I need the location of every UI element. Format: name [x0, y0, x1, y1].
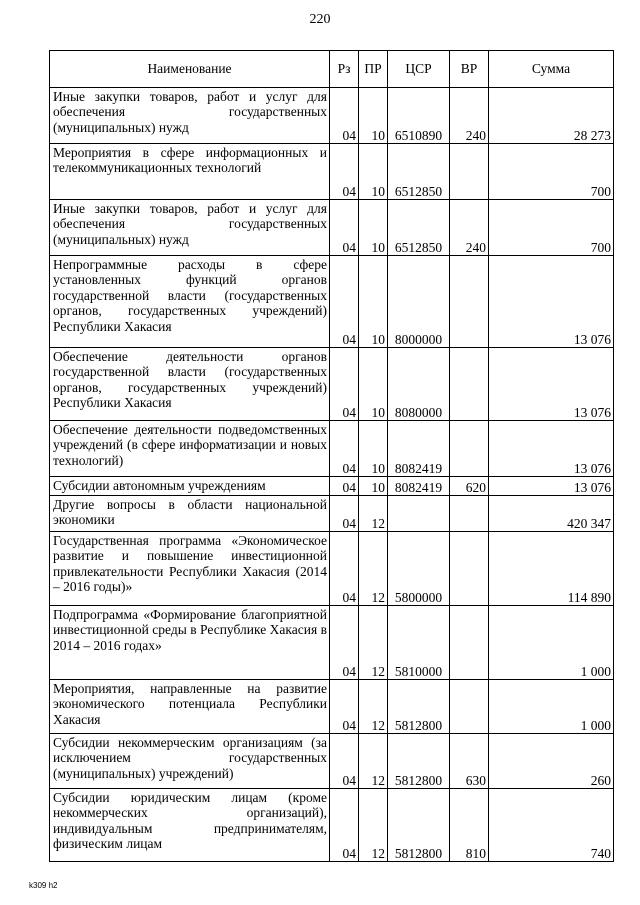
row-sum: 13 076 [489, 421, 614, 477]
row-rz: 04 [330, 606, 359, 680]
row-name: Другие вопросы в области национальной экономики [50, 496, 330, 532]
row-rz: 04 [330, 789, 359, 862]
row-pr: 12 [359, 680, 388, 734]
row-vr: 630 [450, 734, 489, 789]
row-sum: 13 076 [489, 348, 614, 421]
header-csr: ЦСР [388, 51, 450, 88]
table-row [50, 532, 614, 606]
row-csr: 8082419 [388, 421, 450, 477]
row-name: Обеспечение деятельности подведомственных учреждений (в сфере информатизации и новых технологий) [50, 421, 330, 477]
row-csr: 8080000 [388, 348, 450, 421]
table-row [50, 734, 614, 789]
row-vr [450, 144, 489, 200]
row-vr [450, 348, 489, 421]
row-vr: 240 [450, 200, 489, 256]
row-name: Иные закупки товаров, работ и услуг для обеспечения государственных (муниципальных) нужд [50, 88, 330, 144]
row-csr: 6510890 [388, 88, 450, 144]
row-pr: 12 [359, 734, 388, 789]
row-sum: 1 000 [489, 606, 614, 680]
row-pr: 10 [359, 421, 388, 477]
row-sum: 13 076 [489, 477, 614, 496]
table-row [50, 348, 614, 421]
budget-table [49, 50, 614, 862]
row-sum: 260 [489, 734, 614, 789]
row-pr: 12 [359, 789, 388, 862]
table-row [50, 200, 614, 256]
row-vr [450, 496, 489, 532]
row-sum: 700 [489, 144, 614, 200]
row-csr: 8000000 [388, 256, 450, 348]
table-row [50, 477, 614, 496]
row-rz: 04 [330, 680, 359, 734]
row-rz: 04 [330, 421, 359, 477]
row-pr: 12 [359, 606, 388, 680]
row-pr: 10 [359, 200, 388, 256]
row-csr: 5810000 [388, 606, 450, 680]
row-pr: 10 [359, 88, 388, 144]
row-pr: 10 [359, 144, 388, 200]
row-sum: 28 273 [489, 88, 614, 144]
row-vr: 240 [450, 88, 489, 144]
row-rz: 04 [330, 256, 359, 348]
header-sum: Сумма [489, 51, 614, 88]
row-vr [450, 421, 489, 477]
row-rz: 04 [330, 734, 359, 789]
row-name: Мероприятия в сфере информационных и телекоммуникационных технологий [50, 144, 330, 200]
row-rz: 04 [330, 88, 359, 144]
row-vr: 620 [450, 477, 489, 496]
row-rz: 04 [330, 477, 359, 496]
row-name: Непрограммные расходы в сфере установленных функций органов государственной власти (государственных органов, государственных учреждений) Республики Хакасия [50, 256, 330, 348]
row-csr [388, 496, 450, 532]
row-vr [450, 256, 489, 348]
row-sum: 700 [489, 200, 614, 256]
header-pr: ПР [359, 51, 388, 88]
row-pr: 12 [359, 532, 388, 606]
table-row [50, 421, 614, 477]
row-pr: 10 [359, 348, 388, 421]
row-name: Государственная программа «Экономическое развитие и повышение инвестиционной привлекательности Республики Хакасия (2014 – 2016 годы)» [50, 532, 330, 606]
row-csr: 5812800 [388, 734, 450, 789]
row-name: Обеспечение деятельности органов государственной власти (государственных органов, государственных учреждений) Республики Хакасия [50, 348, 330, 421]
table-row [50, 496, 614, 532]
row-name: Субсидии юридическим лицам (кроме некоммерческих организаций), индивидуальным предпринимателям, физическим лицам [50, 789, 330, 862]
header-name: Наименование [50, 51, 330, 88]
header-vr: ВР [450, 51, 489, 88]
row-pr: 12 [359, 496, 388, 532]
row-vr [450, 680, 489, 734]
table-row [50, 144, 614, 200]
row-csr: 6512850 [388, 200, 450, 256]
table-row [50, 256, 614, 348]
row-name: Иные закупки товаров, работ и услуг для обеспечения государственных (муниципальных) нужд [50, 200, 330, 256]
row-rz: 04 [330, 348, 359, 421]
row-csr: 8082419 [388, 477, 450, 496]
row-rz: 04 [330, 496, 359, 532]
row-name: Субсидии некоммерческим организациям (за исключением государственных (муниципальных) учреждений) [50, 734, 330, 789]
row-sum: 114 890 [489, 532, 614, 606]
row-rz: 04 [330, 200, 359, 256]
row-sum: 1 000 [489, 680, 614, 734]
document-footer-code: k309 h2 [29, 881, 58, 890]
row-vr: 810 [450, 789, 489, 862]
header-rz: Рз [330, 51, 359, 88]
table-row [50, 606, 614, 680]
row-rz: 04 [330, 532, 359, 606]
row-sum: 420 347 [489, 496, 614, 532]
row-pr: 10 [359, 477, 388, 496]
row-csr: 6512850 [388, 144, 450, 200]
row-vr [450, 606, 489, 680]
row-rz: 04 [330, 144, 359, 200]
row-name: Мероприятия, направленные на развитие экономического потенциала Республики Хакасия [50, 680, 330, 734]
table-header-row [50, 51, 614, 88]
row-name: Подпрограмма «Формирование благоприятной инвестиционной среды в Республике Хакасия в 2014 – 2016 годах» [50, 606, 330, 680]
row-csr: 5812800 [388, 789, 450, 862]
row-csr: 5800000 [388, 532, 450, 606]
page-number: 220 [309, 12, 331, 27]
row-name: Субсидии автономным учреждениям [50, 477, 330, 496]
row-sum: 740 [489, 789, 614, 862]
table-row [50, 680, 614, 734]
table-row [50, 88, 614, 144]
row-sum: 13 076 [489, 256, 614, 348]
table-row [50, 789, 614, 862]
row-vr [450, 532, 489, 606]
row-csr: 5812800 [388, 680, 450, 734]
row-pr: 10 [359, 256, 388, 348]
